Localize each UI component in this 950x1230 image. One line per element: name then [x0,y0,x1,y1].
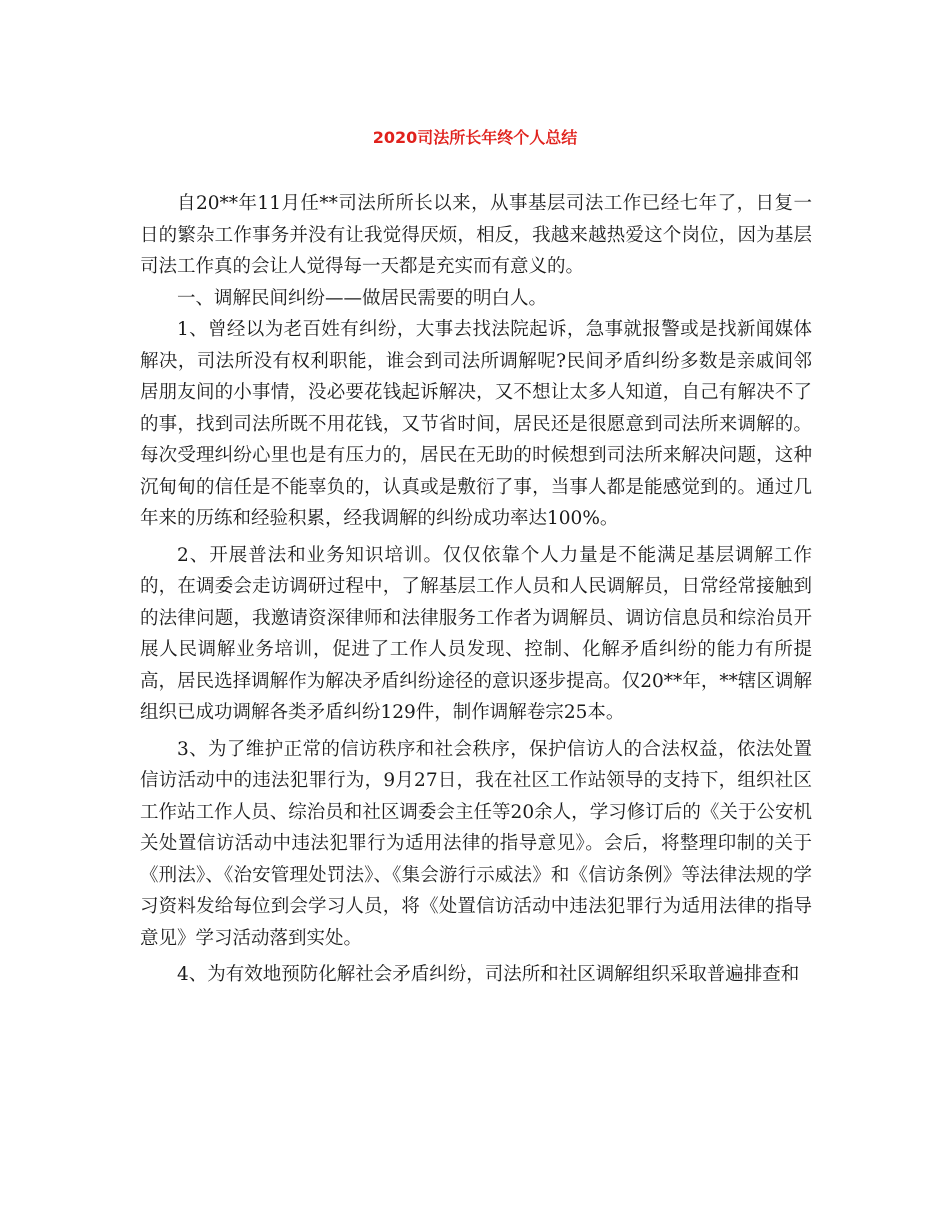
paragraph-item-4: 4、为有效地预防化解社会矛盾纠纷，司法所和社区调解组织采取普遍排查和 [177,964,800,985]
paragraph-item-3: 3、为了维护正常的信访秩序和社会秩序，保护信访人的合法权益，依法处置信访活动中的违法犯罪行为，9月27日，我在社区工作站领导的支持下，组织社区工作站工作人员、综治员和社区调委会主任等20余人，学习修订后的《关于公安机关处置信访活动中违法犯罪行为适用法律的指导意见》。会后，将整理印制的关于《刑法》、《治安管理处罚法》、《集会游行示威法》和《信访条例》等法律法规的学习资料发给每位到会学习人员，将《处置信访活动中违法犯罪行为适用法律的指导意见》学习活动落到实处。 [140,738,812,949]
paragraph-intro: 自20**年11月任**司法所所长以来，从事基层司法工作已经七年了，日复一日的繁杂工作事务并没有让我觉得厌烦，相反，我越来越热爱这个岗位，因为基层司法工作真的会让人觉得每一天都是充实而有意义的。 [140,193,812,277]
document-title: 2020司法所长年终个人总结 [372,128,578,147]
document-body [140,188,812,991]
paragraph-item-1: 1、曾经以为老百姓有纠纷，大事去找法院起诉，急事就报警或是找新闻媒体解决，司法所没有权利职能，谁会到司法所调解呢?民间矛盾纠纷多数是亲戚间邻居朋友间的小事情，没必要花钱起诉解决，又不想让太多人知道，自己有解决不了的事，找到司法所既不用花钱，又节省时间，居民还是很愿意到司法所来调解的。每次受理纠纷心里也是有压力的，居民在无助的时候想到司法所来解决问题，这种沉甸甸的信任是不能辜负的，认真或是敷衍了事，当事人都是能感觉到的。通过几年来的历练和经验积累，经我调解的纠纷成功率达100%。 [140,319,812,529]
section-heading-mediation: 一、调解民间纠纷——做居民需要的明白人。 [177,287,548,309]
paragraph-item-2: 2、开展普法和业务知识培训。仅仅依靠个人力量是不能满足基层调解工作的，在调委会走访调研过程中，了解基层工作人员和人民调解员，日常经常接触到的法律问题，我邀请资深律师和法律服务工作者为调解员、调访信息员和综治员开展人民调解业务培训，促进了工作人员发现、控制、化解矛盾纠纷的能力有所提高，居民选择调解作为解决矛盾纠纷途径的意识逐步提高。仅20**年，**辖区调解组织已成功调解各类矛盾纠纷129件，制作调解卷宗25本。 [140,544,812,723]
